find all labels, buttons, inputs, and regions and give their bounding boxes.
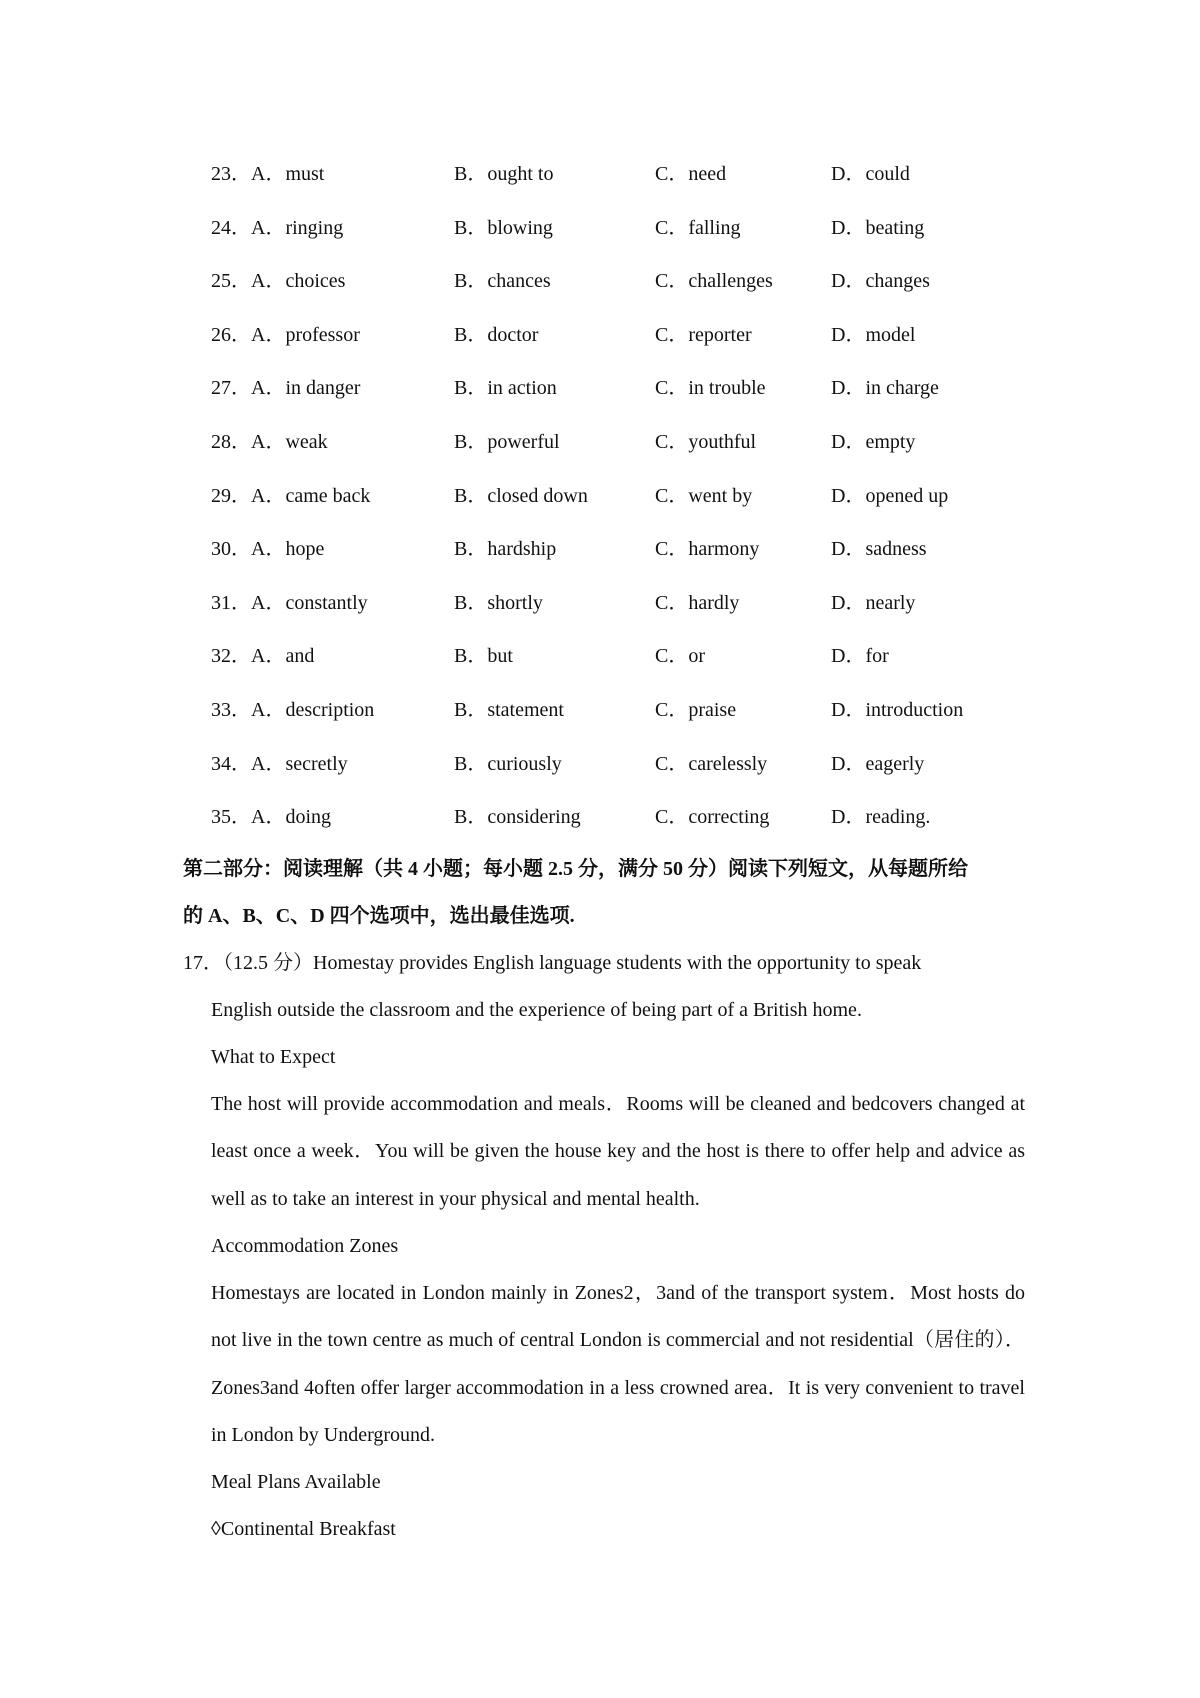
option-row bbox=[211, 638, 1111, 692]
option-a: 35．A．doing bbox=[211, 806, 331, 829]
option-c: C．in trouble bbox=[655, 377, 766, 400]
option-c: C．went by bbox=[655, 484, 753, 507]
option-row bbox=[211, 210, 1111, 264]
option-c: C．falling bbox=[655, 216, 741, 239]
option-d: D．opened up bbox=[831, 484, 949, 507]
option-c: C．youthful bbox=[655, 430, 757, 453]
option-d: D．empty bbox=[831, 430, 916, 453]
paragraph-what-to-expect: The host will provide accommodation and meals．Rooms will be cleaned and bedcovers changed at least once a week．You will be given the house key and the host is there to offer help and advice as well as to take an interest in your physical and mental health. bbox=[211, 1093, 1025, 1210]
option-c: C．carelessly bbox=[655, 752, 768, 775]
option-a: 34．A．secretly bbox=[211, 752, 348, 775]
option-row bbox=[211, 370, 1111, 424]
option-b: B．statement bbox=[454, 698, 564, 721]
option-b: B．doctor bbox=[454, 323, 539, 346]
heading-accommodation-zones: Accommodation Zones bbox=[211, 1235, 399, 1257]
option-row bbox=[211, 692, 1111, 746]
option-d: D．sadness bbox=[831, 538, 927, 561]
option-c: C．harmony bbox=[655, 538, 760, 561]
option-c: C．challenges bbox=[655, 270, 773, 293]
question-intro-line-2: English outside the classroom and the experience of being part of a British home. bbox=[211, 999, 862, 1021]
option-a: 25．A．choices bbox=[211, 270, 346, 293]
option-d: D．introduction bbox=[831, 698, 964, 721]
option-d: D．reading. bbox=[831, 806, 931, 829]
option-row bbox=[211, 799, 1111, 853]
option-a: 27．A．in danger bbox=[211, 377, 361, 400]
option-b: B．in action bbox=[454, 377, 557, 400]
option-b: B．curiously bbox=[454, 752, 562, 775]
option-row bbox=[211, 317, 1111, 371]
section-heading-line-2: 的 A、B、C、D 四个选项中，选出最佳选项. bbox=[183, 905, 575, 927]
option-a: 26．A．professor bbox=[211, 323, 360, 346]
option-c: C．need bbox=[655, 163, 727, 185]
option-a: 33．A．description bbox=[211, 698, 375, 721]
option-row bbox=[211, 746, 1111, 800]
option-a: 23．A．must bbox=[211, 163, 325, 185]
option-a: 24．A．ringing bbox=[211, 216, 344, 239]
option-b: B．hardship bbox=[454, 538, 557, 561]
option-c: C．reporter bbox=[655, 323, 752, 346]
option-d: D．in charge bbox=[831, 377, 939, 400]
meal-plan-item: ◊Continental Breakfast bbox=[211, 1518, 396, 1540]
options-list bbox=[211, 156, 1111, 853]
heading-meal-plans: Meal Plans Available bbox=[211, 1471, 381, 1493]
option-d: D．eagerly bbox=[831, 752, 925, 775]
option-row bbox=[211, 263, 1111, 317]
option-d: D．beating bbox=[831, 216, 925, 239]
option-row bbox=[211, 424, 1111, 478]
option-row bbox=[211, 478, 1111, 532]
option-b: B．shortly bbox=[454, 591, 543, 614]
option-a: 30．A．hope bbox=[211, 538, 325, 561]
option-row bbox=[211, 156, 1111, 210]
option-a: 31．A．constantly bbox=[211, 591, 368, 614]
option-d: D．could bbox=[831, 163, 910, 185]
option-c: C．hardly bbox=[655, 591, 740, 614]
option-b: B．but bbox=[454, 645, 513, 668]
option-a: 32．A．and bbox=[211, 645, 315, 668]
option-b: B．considering bbox=[454, 806, 581, 829]
paragraph-accommodation-zones: Homestays are located in London mainly in Zones2，3and of the transport system．Most hosts do not live in the town centre as much of central London is commercial and not residential（居住的）．Zones3and 4often offer larger accommodation in a less crowned area．It is very convenient to travel in London by Underground. bbox=[211, 1282, 1025, 1447]
question-intro-line-1: 17．（12.5 分）Homestay provides English language students with the opportunity to speak bbox=[183, 952, 922, 974]
option-d: D．changes bbox=[831, 270, 930, 293]
option-b: B．closed down bbox=[454, 484, 588, 507]
option-d: D．nearly bbox=[831, 591, 916, 614]
option-b: B．powerful bbox=[454, 430, 560, 453]
option-c: C．or bbox=[655, 645, 705, 668]
heading-what-to-expect: What to Expect bbox=[211, 1046, 336, 1068]
option-b: B．chances bbox=[454, 270, 551, 293]
section-heading-line-1: 第二部分：阅读理解（共 4 小题；每小题 2.5 分，满分 50 分）阅读下列短文，从每题所给 bbox=[183, 858, 968, 880]
option-a: 29．A．came back bbox=[211, 484, 371, 507]
option-b: B．ought to bbox=[454, 163, 554, 185]
option-d: D．for bbox=[831, 645, 889, 668]
option-c: C．correcting bbox=[655, 806, 770, 829]
option-b: B．blowing bbox=[454, 216, 553, 239]
option-d: D．model bbox=[831, 323, 916, 346]
option-a: 28．A．weak bbox=[211, 430, 328, 453]
option-row bbox=[211, 585, 1111, 639]
option-c: C．praise bbox=[655, 698, 737, 721]
option-row bbox=[211, 531, 1111, 585]
